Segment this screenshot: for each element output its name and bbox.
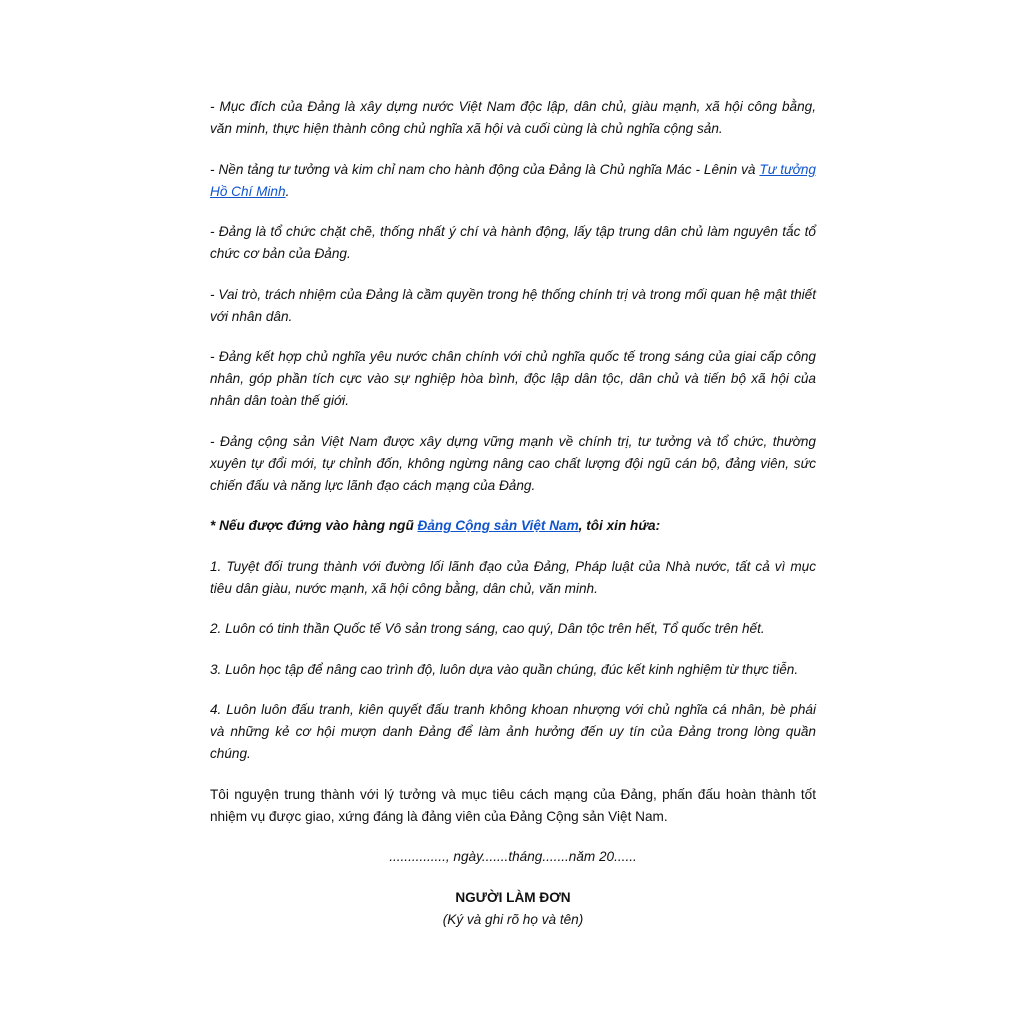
paragraph-pledge-heading xyxy=(210,515,816,537)
signer-title: NGƯỜI LÀM ĐƠN xyxy=(455,889,571,905)
paragraph-building: - Đảng cộng sản Việt Nam được xây dựng vững mạnh về chính trị, tư tưởng và tổ chức, thường xuyên tự đổi mới, tự chỉnh đốn, không ngừng nâng cao chất lượng đội ngũ cán bộ, đảng viên, sức chiến đấu và năng lực lãnh đạo cách mạng của Đảng. xyxy=(210,433,816,493)
paragraph-text: , tôi xin hứa: xyxy=(578,518,661,533)
paragraph-party-goal: - Mục đích của Đảng là xây dựng nước Việt Nam độc lập, dân chủ, giàu mạnh, xã hội công bằng, văn minh, thực hiện thành công chủ nghĩa xã hội và cuối cùng là chủ nghĩa cộng sản. xyxy=(210,99,816,136)
paragraph-ideological-foundation xyxy=(210,159,816,203)
paragraph-text: . xyxy=(285,183,290,199)
paragraph-organization: - Đảng là tổ chức chặt chẽ, thống nhất ý chí và hành động, lấy tập trung dân chủ làm nguyên tắc tổ chức cơ bản của Đảng. xyxy=(210,224,816,261)
signature-block xyxy=(210,846,816,931)
signer-note: (Ký và ghi rõ họ và tên) xyxy=(442,911,584,927)
paragraph-text: - Nền tảng tư tưởng và kim chỉ nam cho hành động của Đảng là Chủ nghĩa Mác - Lênin và xyxy=(210,161,760,177)
paragraph-oath: Tôi nguyện trung thành với lý tưởng và mục tiêu cách mạng của Đảng, phấn đấu hoàn thành tốt nhiệm vụ được giao, xứng đáng là đảng viên của Đảng Cộng sản Việt Nam. xyxy=(210,786,816,824)
link-communist-party[interactable]: Đảng Cộng sản Việt Nam xyxy=(417,518,579,533)
document-body xyxy=(210,96,816,931)
link-ho-chi-minh-thought[interactable]: Tư tưởng Hồ Chí Minh xyxy=(210,161,816,199)
date-line: ..............., ngày.......tháng.......năm 20...... xyxy=(389,849,637,864)
promise-item-2: 2. Luôn có tinh thần Quốc tế Vô sản trong sáng, cao quý, Dân tộc trên hết, Tổ quốc trên hết. xyxy=(210,621,765,636)
paragraph-role: - Vai trò, trách nhiệm của Đảng là cầm quyền trong hệ thống chính trị và trong mối quan hệ mật thiết với nhân dân. xyxy=(210,286,816,324)
promise-item-4: 4. Luôn luôn đấu tranh, kiên quyết đấu tranh không khoan nhượng với chủ nghĩa cá nhân, bè phái và những kẻ cơ hội mượn danh Đảng để làm ảnh hưởng đến uy tín của Đảng trong lòng quần chúng. xyxy=(210,702,816,761)
promise-item-3: 3. Luôn học tập để nâng cao trình độ, luôn dựa vào quần chúng, đúc kết kinh nghiệm từ thực tiễn. xyxy=(210,661,799,677)
paragraph-patriotism: - Đảng kết hợp chủ nghĩa yêu nước chân chính với chủ nghĩa quốc tế trong sáng của giai cấp công nhân, góp phần tích cực vào sự nghiệp hòa bình, độc lập dân tộc, dân chủ và tiến bộ xã hội của nhân dân toàn thế giới. xyxy=(210,349,816,408)
promise-item-1: 1. Tuyệt đối trung thành với đường lối lãnh đạo của Đảng, Pháp luật của Nhà nước, tất cả vì mục tiêu dân giàu, nước mạnh, xã hội công bằng, dân chủ, văn minh. xyxy=(210,558,816,596)
paragraph-text: * Nếu được đứng vào hàng ngũ xyxy=(210,518,418,533)
